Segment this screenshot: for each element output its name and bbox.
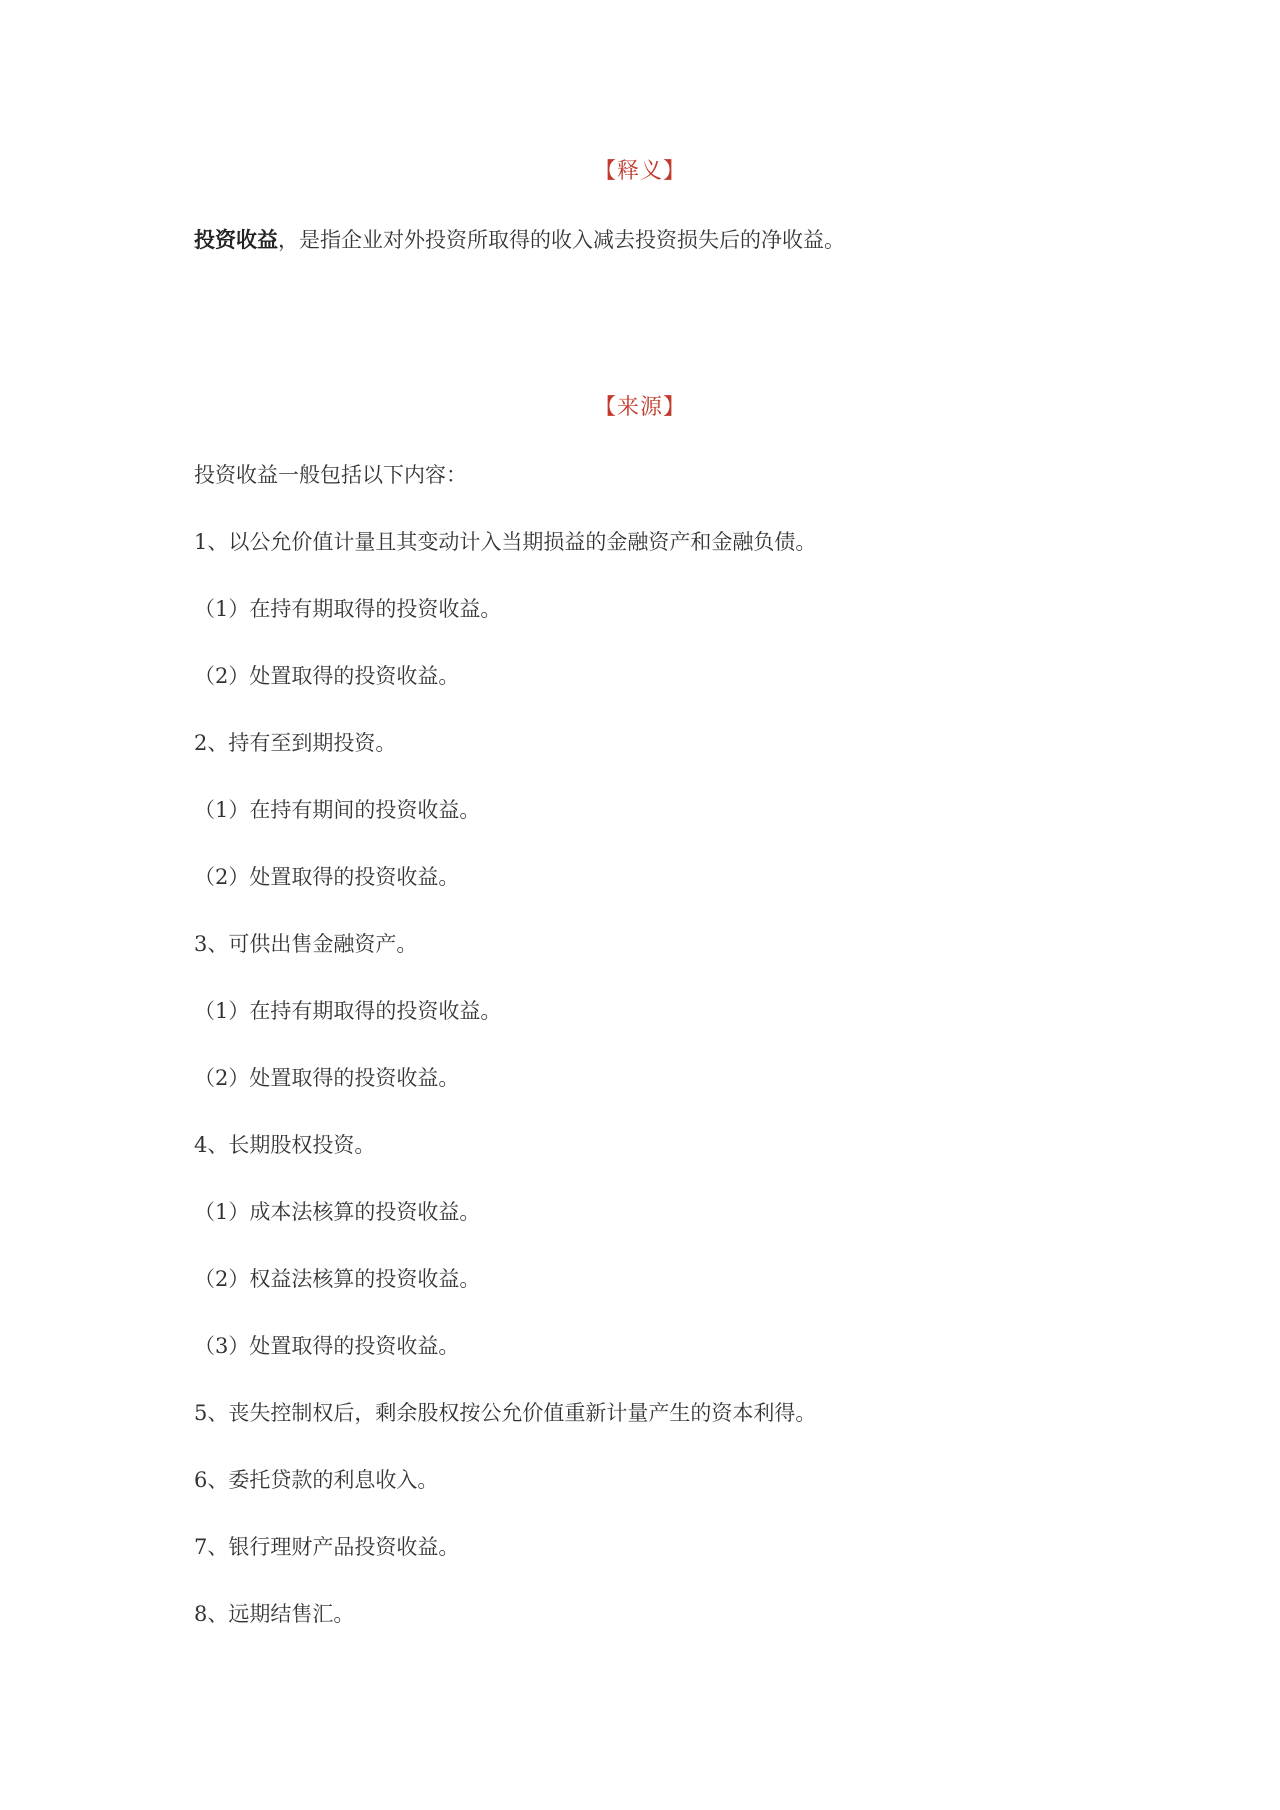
source-intro: 投资收益一般包括以下内容： <box>194 463 467 487</box>
list-subitem: （3）处置取得的投资收益。 <box>194 1334 460 1358</box>
list-subitem: （1）成本法核算的投资收益。 <box>194 1200 481 1224</box>
list-item: 3、可供出售金融资产。 <box>194 932 418 956</box>
list-subitem: （2）处置取得的投资收益。 <box>194 865 460 889</box>
definition-paragraph <box>194 225 1194 255</box>
list-subitem: （1）在持有期取得的投资收益。 <box>194 597 502 621</box>
definition-text: ，是指企业对外投资所取得的收入减去投资损失后的净收益。 <box>278 228 845 252</box>
list-item: 2、持有至到期投资。 <box>194 731 397 755</box>
list-item: 7、银行理财产品投资收益。 <box>194 1535 460 1559</box>
list-subitem: （2）处置取得的投资收益。 <box>194 664 460 688</box>
definition-term: 投资收益 <box>194 227 278 252</box>
list-subitem: （2）权益法核算的投资收益。 <box>194 1267 481 1291</box>
list-subitem: （1）在持有期间的投资收益。 <box>194 798 481 822</box>
list-item: 6、委托贷款的利息收入。 <box>194 1468 439 1492</box>
list-subitem: （2）处置取得的投资收益。 <box>194 1066 460 1090</box>
list-item: 5、丧失控制权后，剩余股权按公允价值重新计量产生的资本利得。 <box>194 1401 817 1425</box>
list-item: 8、远期结售汇。 <box>194 1602 355 1626</box>
section-heading-definition: 【释义】 <box>593 159 686 184</box>
list-item: 4、长期股权投资。 <box>194 1133 376 1157</box>
section-heading-source: 【来源】 <box>593 395 686 420</box>
list-subitem: （1）在持有期取得的投资收益。 <box>194 999 502 1023</box>
list-item: 1、以公允价值计量且其变动计入当期损益的金融资产和金融负债。 <box>194 530 817 554</box>
